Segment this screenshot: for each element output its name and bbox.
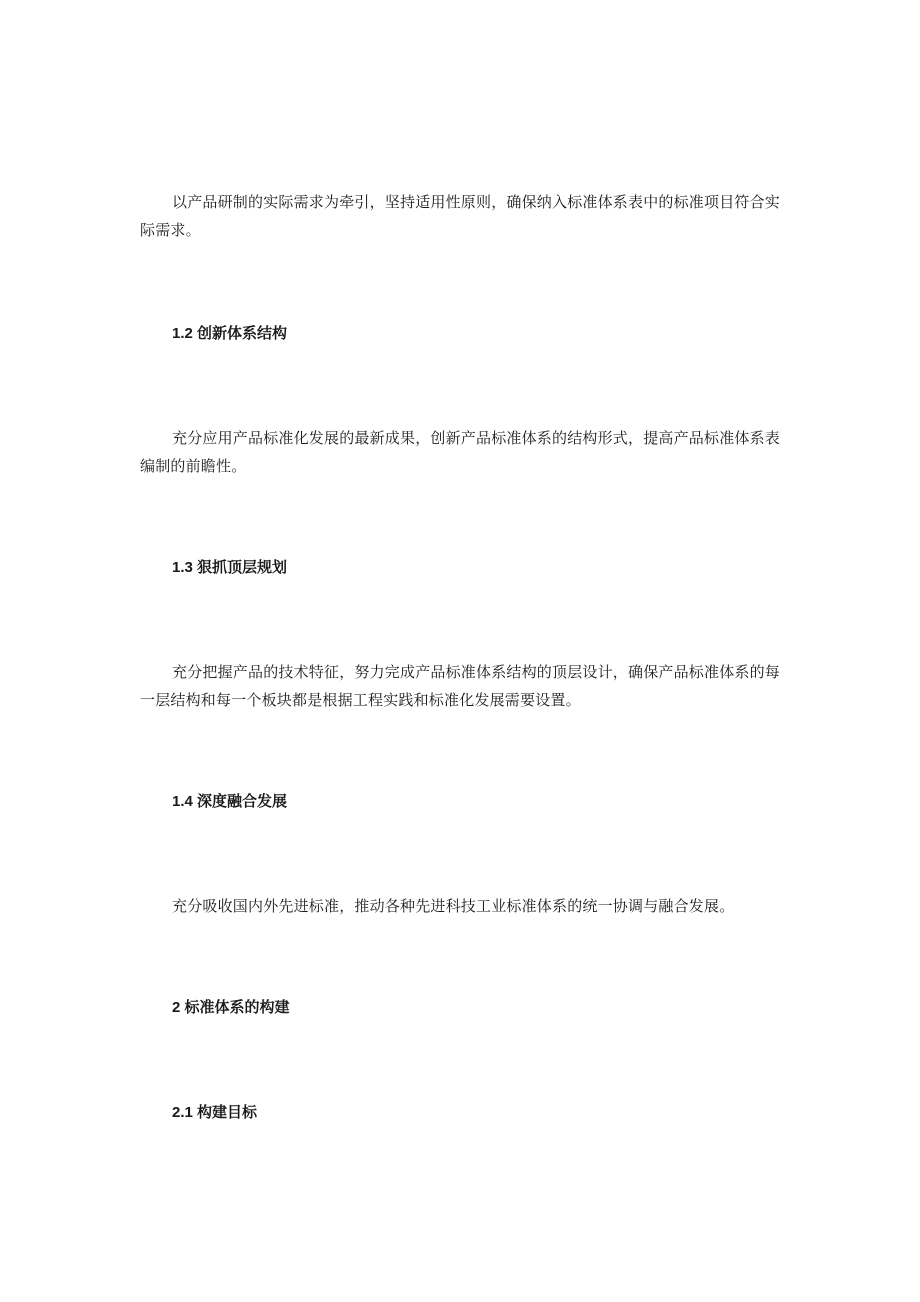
paragraph-practical-needs: 以产品研制的实际需求为牵引，坚持适用性原则，确保纳入标准体系表中的标准项目符合实际需求。: [140, 193, 781, 239]
heading-2-1: 2.1 构建目标: [172, 1104, 258, 1121]
paragraph-top-level-planning: 充分把握产品的技术特征，努力完成产品标准体系结构的顶层设计，确保产品标准体系的每一层结构和每一个板块都是根据工程实践和标准化发展需要设置。: [140, 663, 781, 709]
heading-1-4: 1.4 深度融合发展: [172, 793, 288, 810]
heading-1-3: 1.3 狠抓顶层规划: [172, 559, 288, 576]
heading-1-2: 1.2 创新体系结构: [172, 325, 288, 342]
heading-2: 2 标准体系的构建: [172, 999, 290, 1016]
paragraph-innovate-structure: 充分应用产品标准化发展的最新成果，创新产品标准体系的结构形式，提高产品标准体系表编制的前瞻性。: [140, 429, 781, 475]
paragraph-deep-integration: 充分吸收国内外先进标准，推动各种先进科技工业标准体系的统一协调与融合发展。: [172, 897, 735, 915]
